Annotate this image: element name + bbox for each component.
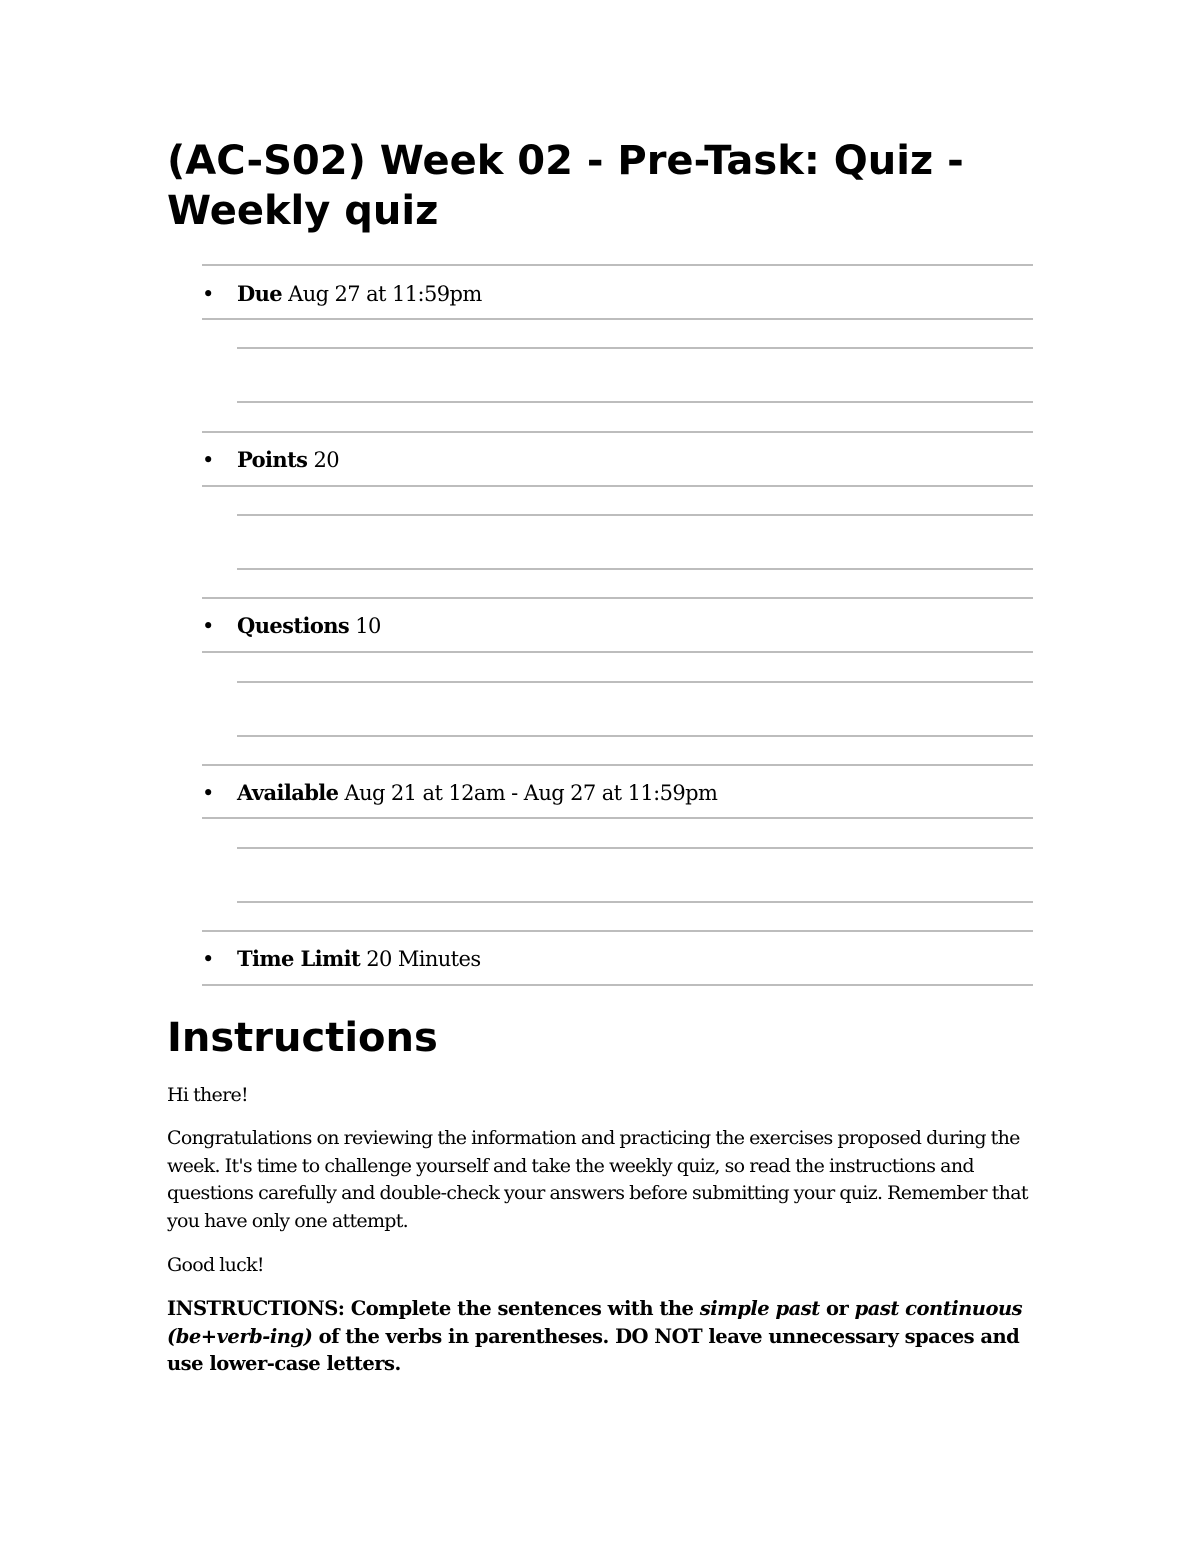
divider	[202, 764, 1033, 766]
divider	[202, 930, 1033, 932]
bullet-icon: •	[202, 781, 215, 805]
divider	[237, 401, 1033, 403]
body-paragraph: Congratulations on reviewing the information and practicing the exercises proposed during the week. It's time to challenge yourself and take the weekly quiz, so read the instructions and questions carefully and double-check your answers before submitting your quiz. Remember that you have only one attempt.	[167, 1127, 1028, 1232]
divider	[202, 318, 1033, 320]
divider	[237, 681, 1033, 683]
divider	[202, 264, 1033, 266]
detail-label: Available	[237, 780, 339, 805]
term-past-continuous: past continuous (be+verb-ing)	[167, 1297, 1023, 1348]
detail-label: Time Limit	[237, 946, 361, 971]
divider	[237, 514, 1033, 516]
task-instructions	[167, 1295, 1037, 1378]
instructions-heading: Instructions	[167, 1015, 438, 1061]
instructions-connector: or	[819, 1297, 855, 1320]
bullet-icon: •	[202, 448, 215, 472]
detail-value: 20	[313, 448, 340, 472]
detail-value: Aug 21 at 12am - Aug 27 at 11:59pm	[344, 781, 718, 805]
divider	[237, 735, 1033, 737]
bullet-icon: •	[202, 947, 215, 971]
divider	[202, 651, 1033, 653]
detail-label: Points	[237, 447, 308, 472]
instructions-tail: of the verbs in parentheses. DO NOT leave unnecessary spaces and use lower-case letters.	[167, 1324, 1020, 1375]
divider	[202, 597, 1033, 599]
detail-label: Questions	[237, 613, 350, 638]
divider	[202, 431, 1033, 433]
divider	[237, 347, 1033, 349]
divider	[202, 817, 1033, 819]
term-simple-past: simple past	[699, 1297, 820, 1320]
page-title: (AC-S02) Week 02 - Pre-Task: Quiz - Weekly quiz	[167, 138, 964, 234]
divider	[202, 485, 1033, 487]
greeting-text: Hi there!	[167, 1084, 248, 1106]
divider	[202, 984, 1033, 986]
bullet-icon: •	[202, 282, 215, 306]
detail-value: 10	[355, 614, 381, 638]
divider	[237, 901, 1033, 903]
divider	[237, 568, 1033, 570]
detail-value: 20 Minutes	[366, 947, 481, 971]
divider	[237, 847, 1033, 849]
detail-value: Aug 27 at 11:59pm	[288, 282, 482, 306]
closing-text: Good luck!	[167, 1254, 264, 1276]
bullet-icon: •	[202, 614, 215, 638]
instructions-lead: INSTRUCTIONS: Complete the sentences with the	[167, 1297, 700, 1320]
detail-label: Due	[237, 281, 283, 306]
